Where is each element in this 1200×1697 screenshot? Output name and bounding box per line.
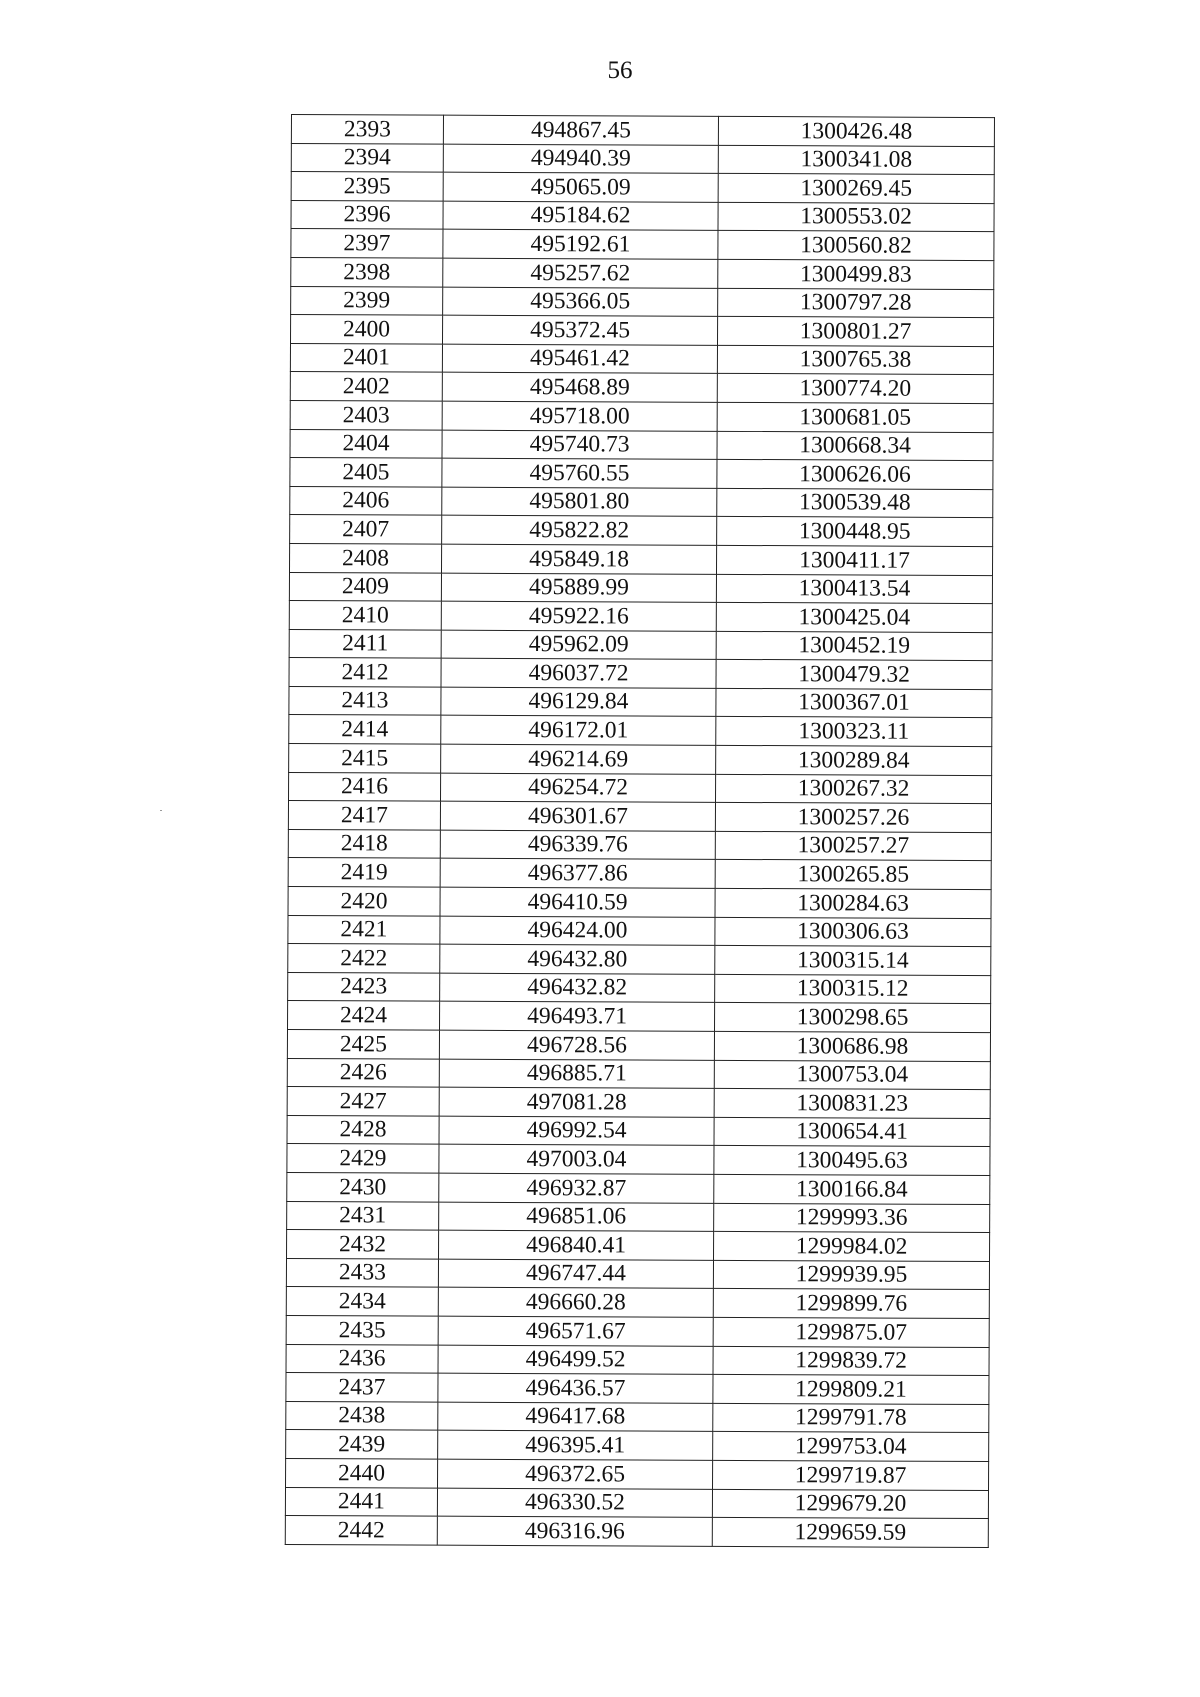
x-coordinate-cell: 494940.39 <box>443 144 718 174</box>
x-coordinate-cell: 496377.86 <box>440 859 715 889</box>
point-number-cell: 2404 <box>290 429 442 458</box>
table-row <box>289 686 992 718</box>
point-number-cell: 2401 <box>290 343 442 372</box>
x-coordinate-cell: 496436.57 <box>438 1373 713 1403</box>
point-number-cell: 2430 <box>287 1172 439 1201</box>
x-coordinate-cell: 495760.55 <box>442 458 717 488</box>
point-number-cell: 2406 <box>290 486 442 515</box>
scan-artifact <box>160 810 162 811</box>
coordinates-table <box>285 114 995 1548</box>
y-coordinate-cell: 1300426.48 <box>718 116 994 146</box>
y-coordinate-cell: 1300413.54 <box>716 574 992 604</box>
x-coordinate-cell: 496330.52 <box>437 1488 712 1518</box>
x-coordinate-cell: 496851.06 <box>439 1202 714 1232</box>
y-coordinate-cell: 1300284.63 <box>715 888 991 918</box>
y-coordinate-cell: 1300560.82 <box>718 231 994 261</box>
y-coordinate-cell: 1300448.95 <box>717 517 993 547</box>
x-coordinate-cell: 496932.87 <box>439 1173 714 1203</box>
y-coordinate-cell: 1300267.32 <box>715 774 991 804</box>
x-coordinate-cell: 496037.72 <box>441 658 716 688</box>
table-row <box>288 801 991 833</box>
x-coordinate-cell: 496728.56 <box>439 1030 714 1060</box>
x-coordinate-cell: 496840.41 <box>439 1230 714 1260</box>
y-coordinate-cell: 1300306.63 <box>715 917 991 947</box>
table-row <box>287 1201 990 1233</box>
x-coordinate-cell: 495257.62 <box>443 258 718 288</box>
table-row <box>287 1230 990 1262</box>
y-coordinate-cell: 1300539.48 <box>717 488 993 518</box>
table-row <box>291 200 994 232</box>
point-number-cell: 2426 <box>287 1058 439 1087</box>
point-number-cell: 2396 <box>291 200 443 229</box>
y-coordinate-cell: 1300495.63 <box>714 1146 990 1176</box>
table-row <box>290 486 993 518</box>
y-coordinate-cell: 1300341.08 <box>718 145 994 175</box>
x-coordinate-cell: 496885.71 <box>439 1059 714 1089</box>
point-number-cell: 2416 <box>289 772 441 801</box>
x-coordinate-cell: 496172.01 <box>441 716 716 746</box>
point-number-cell: 2420 <box>288 887 440 916</box>
y-coordinate-cell: 1300765.38 <box>717 345 993 375</box>
y-coordinate-cell: 1300654.41 <box>714 1117 990 1147</box>
x-coordinate-cell: 496424.00 <box>440 916 715 946</box>
y-coordinate-cell: 1299679.20 <box>712 1489 988 1519</box>
table-row <box>287 1087 990 1119</box>
y-coordinate-cell: 1300686.98 <box>714 1031 990 1061</box>
x-coordinate-cell: 496992.54 <box>439 1116 714 1146</box>
y-coordinate-cell: 1300289.84 <box>716 745 992 775</box>
table-row <box>288 915 991 947</box>
y-coordinate-cell: 1299939.95 <box>713 1260 989 1290</box>
page-number: 56 <box>607 57 633 84</box>
y-coordinate-cell: 1300166.84 <box>714 1174 990 1204</box>
table-row <box>291 286 994 318</box>
x-coordinate-cell: 495372.45 <box>442 315 717 345</box>
point-number-cell: 2433 <box>286 1258 438 1287</box>
x-coordinate-cell: 497081.28 <box>439 1087 714 1117</box>
y-coordinate-cell: 1300668.34 <box>717 431 993 461</box>
y-coordinate-cell: 1300425.04 <box>716 602 992 632</box>
table-row <box>286 1258 989 1290</box>
x-coordinate-cell: 496339.76 <box>440 830 715 860</box>
point-number-cell: 2402 <box>290 372 442 401</box>
y-coordinate-cell: 1300452.19 <box>716 631 992 661</box>
table-row <box>285 1487 988 1519</box>
x-coordinate-cell: 495192.61 <box>443 230 718 260</box>
table-row <box>286 1287 989 1319</box>
coordinates-table-body <box>285 115 994 1548</box>
table-row <box>287 1115 990 1147</box>
point-number-cell: 2434 <box>286 1287 438 1316</box>
y-coordinate-cell: 1300831.23 <box>714 1089 990 1119</box>
table-row <box>290 515 993 547</box>
table-row <box>289 658 992 690</box>
x-coordinate-cell: 494867.45 <box>443 115 718 145</box>
y-coordinate-cell: 1300411.17 <box>716 545 992 575</box>
point-number-cell: 2397 <box>291 229 443 258</box>
y-coordinate-cell: 1299899.76 <box>713 1289 989 1319</box>
table-row <box>291 115 994 147</box>
table-row <box>286 1430 989 1462</box>
y-coordinate-cell: 1299984.02 <box>714 1232 990 1262</box>
point-number-cell: 2436 <box>286 1344 438 1373</box>
y-coordinate-cell: 1299875.07 <box>713 1317 989 1347</box>
table-row <box>290 315 993 347</box>
x-coordinate-cell: 495065.09 <box>443 172 718 202</box>
point-number-cell: 2412 <box>289 658 441 687</box>
x-coordinate-cell: 495849.18 <box>442 544 717 574</box>
y-coordinate-cell: 1300797.28 <box>718 288 994 318</box>
table-row <box>287 1029 990 1061</box>
y-coordinate-cell: 1299791.78 <box>713 1403 989 1433</box>
y-coordinate-cell: 1300626.06 <box>717 459 993 489</box>
point-number-cell: 2442 <box>285 1516 437 1545</box>
y-coordinate-cell: 1300298.65 <box>715 1003 991 1033</box>
point-number-cell: 2398 <box>291 257 443 286</box>
point-number-cell: 2419 <box>288 858 440 887</box>
table-row <box>290 429 993 461</box>
y-coordinate-cell: 1300265.85 <box>715 860 991 890</box>
point-number-cell: 2437 <box>286 1373 438 1402</box>
point-number-cell: 2408 <box>290 543 442 572</box>
point-number-cell: 2393 <box>291 115 443 144</box>
y-coordinate-cell: 1300553.02 <box>718 202 994 232</box>
table-row <box>288 829 991 861</box>
x-coordinate-cell: 497003.04 <box>439 1145 714 1175</box>
x-coordinate-cell: 495822.82 <box>442 515 717 545</box>
y-coordinate-cell: 1299839.72 <box>713 1346 989 1376</box>
x-coordinate-cell: 496410.59 <box>440 887 715 917</box>
table-row <box>290 343 993 375</box>
table-row <box>290 458 993 490</box>
x-coordinate-cell: 496432.82 <box>440 973 715 1003</box>
y-coordinate-cell: 1299753.04 <box>713 1432 989 1462</box>
table-row <box>286 1344 989 1376</box>
point-number-cell: 2395 <box>291 172 443 201</box>
point-number-cell: 2394 <box>291 143 443 172</box>
x-coordinate-cell: 496747.44 <box>438 1259 713 1289</box>
point-number-cell: 2424 <box>288 1001 440 1030</box>
point-number-cell: 2423 <box>288 972 440 1001</box>
table-row <box>289 629 992 661</box>
point-number-cell: 2409 <box>289 572 441 601</box>
x-coordinate-cell: 495922.16 <box>441 601 716 631</box>
point-number-cell: 2440 <box>286 1458 438 1487</box>
y-coordinate-cell: 1300499.83 <box>718 259 994 289</box>
point-number-cell: 2421 <box>288 915 440 944</box>
point-number-cell: 2431 <box>287 1201 439 1230</box>
table-row <box>289 572 992 604</box>
y-coordinate-cell: 1300257.26 <box>715 803 991 833</box>
point-number-cell: 2428 <box>287 1115 439 1144</box>
y-coordinate-cell: 1299809.21 <box>713 1374 989 1404</box>
table-row <box>288 944 991 976</box>
point-number-cell: 2413 <box>289 686 441 715</box>
x-coordinate-cell: 495740.73 <box>442 430 717 460</box>
table-row <box>290 543 993 575</box>
table-row <box>287 1144 990 1176</box>
y-coordinate-cell: 1300315.12 <box>715 974 991 1004</box>
point-number-cell: 2415 <box>289 744 441 773</box>
point-number-cell: 2414 <box>289 715 441 744</box>
table-row <box>288 1001 991 1033</box>
point-number-cell: 2418 <box>288 829 440 858</box>
y-coordinate-cell: 1299993.36 <box>714 1203 990 1233</box>
table-row <box>289 715 992 747</box>
point-number-cell: 2405 <box>290 458 442 487</box>
table-row <box>288 972 991 1004</box>
point-number-cell: 2411 <box>289 629 441 658</box>
y-coordinate-cell: 1300315.14 <box>715 946 991 976</box>
table-row <box>287 1172 990 1204</box>
x-coordinate-cell: 496301.67 <box>440 801 715 831</box>
table-row <box>286 1458 989 1490</box>
table-row <box>286 1315 989 1347</box>
x-coordinate-cell: 495718.00 <box>442 401 717 431</box>
point-number-cell: 2410 <box>289 601 441 630</box>
table-row <box>286 1401 989 1433</box>
point-number-cell: 2422 <box>288 944 440 973</box>
table-row <box>289 772 992 804</box>
x-coordinate-cell: 496372.65 <box>438 1459 713 1489</box>
table-row <box>291 143 994 175</box>
x-coordinate-cell: 495184.62 <box>443 201 718 231</box>
x-coordinate-cell: 496129.84 <box>441 687 716 717</box>
point-number-cell: 2438 <box>286 1401 438 1430</box>
point-number-cell: 2399 <box>291 286 443 315</box>
point-number-cell: 2427 <box>287 1087 439 1116</box>
x-coordinate-cell: 495468.89 <box>442 373 717 403</box>
point-number-cell: 2432 <box>287 1230 439 1259</box>
y-coordinate-cell: 1300753.04 <box>714 1060 990 1090</box>
y-coordinate-cell: 1299719.87 <box>713 1460 989 1490</box>
x-coordinate-cell: 496660.28 <box>438 1287 713 1317</box>
table-row <box>285 1516 988 1548</box>
table-row <box>289 744 992 776</box>
point-number-cell: 2429 <box>287 1144 439 1173</box>
point-number-cell: 2400 <box>290 315 442 344</box>
point-number-cell: 2439 <box>286 1430 438 1459</box>
table-row <box>287 1058 990 1090</box>
y-coordinate-cell: 1300269.45 <box>718 174 994 204</box>
table-row <box>291 229 994 261</box>
x-coordinate-cell: 496316.96 <box>437 1516 712 1546</box>
table-row <box>288 887 991 919</box>
point-number-cell: 2417 <box>288 801 440 830</box>
y-coordinate-cell: 1300257.27 <box>715 831 991 861</box>
y-coordinate-cell: 1300774.20 <box>717 374 993 404</box>
point-number-cell: 2441 <box>285 1487 437 1516</box>
table-row <box>286 1373 989 1405</box>
x-coordinate-cell: 496395.41 <box>438 1430 713 1460</box>
point-number-cell: 2403 <box>290 400 442 429</box>
y-coordinate-cell: 1299659.59 <box>712 1517 988 1547</box>
point-number-cell: 2435 <box>286 1315 438 1344</box>
x-coordinate-cell: 496571.67 <box>438 1316 713 1346</box>
table-row <box>291 257 994 289</box>
y-coordinate-cell: 1300801.27 <box>717 317 993 347</box>
x-coordinate-cell: 495366.05 <box>443 287 718 317</box>
x-coordinate-cell: 495801.80 <box>442 487 717 517</box>
table-row <box>288 858 991 890</box>
x-coordinate-cell: 495889.99 <box>441 573 716 603</box>
x-coordinate-cell: 496432.80 <box>440 944 715 974</box>
x-coordinate-cell: 496417.68 <box>438 1402 713 1432</box>
table-row <box>291 172 994 204</box>
y-coordinate-cell: 1300479.32 <box>716 660 992 690</box>
point-number-cell: 2407 <box>290 515 442 544</box>
y-coordinate-cell: 1300681.05 <box>717 402 993 432</box>
table-row <box>290 372 993 404</box>
x-coordinate-cell: 495461.42 <box>442 344 717 374</box>
x-coordinate-cell: 496214.69 <box>441 744 716 774</box>
x-coordinate-cell: 496493.71 <box>440 1002 715 1032</box>
table-row <box>289 601 992 633</box>
table-row <box>290 400 993 432</box>
y-coordinate-cell: 1300323.11 <box>716 717 992 747</box>
y-coordinate-cell: 1300367.01 <box>716 688 992 718</box>
x-coordinate-cell: 496254.72 <box>441 773 716 803</box>
point-number-cell: 2425 <box>287 1029 439 1058</box>
x-coordinate-cell: 495962.09 <box>441 630 716 660</box>
x-coordinate-cell: 496499.52 <box>438 1345 713 1375</box>
